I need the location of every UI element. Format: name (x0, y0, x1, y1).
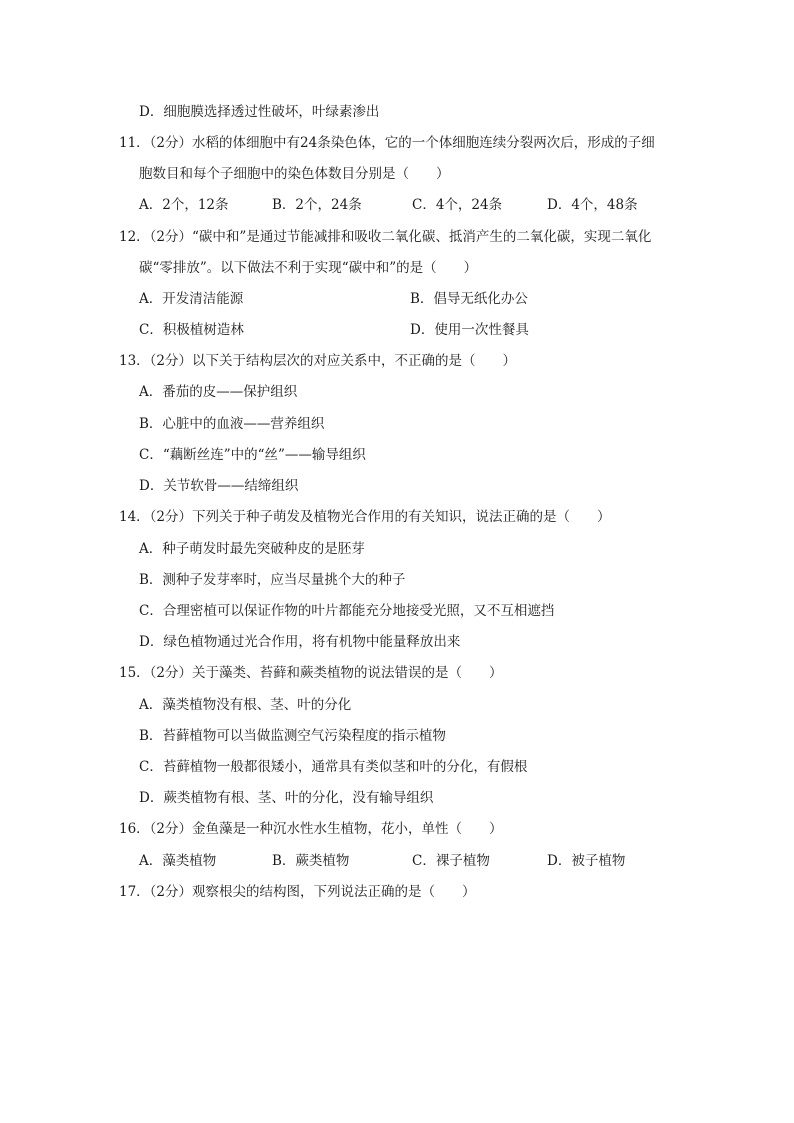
q15-option-a: A．藻类植物没有根、茎、叶的分化 (139, 697, 352, 713)
q11-stem-line2: 胞数目和每个子细胞中的染色体数目分别是（ ） (139, 166, 450, 182)
q13-option-d: D．关节软骨——结缔组织 (139, 478, 299, 494)
q14-option-c: C．合理密植可以保证作物的叶片都能充分地接受光照，又不互相遮挡 (139, 603, 555, 619)
q16-option-d: D．被子植物 (547, 853, 626, 869)
q15-stem-line1: 15．（2分）关于藻类、苔藓和蕨类植物的说法错误的是（ ） (119, 665, 503, 681)
q17-stem-line1: 17．（2分）观察根尖的结构图，下列说法正确的是（ ） (119, 884, 476, 900)
q16-option-a: A．藻类植物 (139, 853, 217, 869)
q14-stem-line1: 14．（2分）下列关于种子萌发及植物光合作用的有关知识，说法正确的是（ ） (119, 509, 611, 525)
q11-option-d: D．4个，48条 (547, 197, 638, 213)
q15-option-b: B．苔藓植物可以当做监测空气污染程度的指示植物 (139, 728, 446, 744)
q12-option-c: C．积极植树造林 (139, 322, 244, 338)
q12-option-a: A．开发清洁能源 (139, 291, 244, 307)
q14-option-a: A．种子萌发时最先突破种皮的是胚芽 (139, 541, 365, 557)
q11-option-c: C．4个，24条 (412, 197, 503, 213)
q14-option-b: B．测种子发芽率时，应当尽量挑个大的种子 (139, 572, 406, 588)
q11-option-b: B．2个，24条 (272, 197, 362, 213)
q12-stem-line2: 碳“零排放”。以下做法不利于实现“碳中和”的是（ ） (139, 260, 478, 276)
q13-stem-line1: 13．（2分）以下关于结构层次的对应关系中，不正确的是（ ） (119, 353, 517, 369)
q10-option-d: D．细胞膜选择透过性破坏，叶绿素渗出 (139, 104, 380, 120)
q15-option-d: D．蕨类植物有根、茎、叶的分化，没有输导组织 (139, 790, 434, 806)
q12-option-d: D．使用一次性餐具 (410, 322, 529, 338)
q14-option-d: D．绿色植物通过光合作用，将有机物中能量释放出来 (139, 634, 461, 650)
q16-stem-line1: 16．（2分）金鱼藻是一种沉水性水生植物，花小，单性（ ） (119, 821, 503, 837)
q11-stem-line1: 11．（2分）水稻的体细胞中有24条染色体，它的一个体细胞连续分裂两次后，形成的子细 (119, 135, 655, 151)
q12-stem-line1: 12．（2分）“碳中和”是通过节能减排和吸收二氧化碳、抵消产生的二氧化碳，实现二氧化 (119, 229, 652, 245)
q16-option-c: C．裸子植物 (412, 853, 490, 869)
q16-option-b: B．蕨类植物 (272, 853, 350, 869)
q13-option-a: A．番茄的皮——保护组织 (139, 384, 298, 400)
q12-option-b: B．倡导无纸化办公 (410, 291, 528, 307)
q11-option-a: A．2个，12条 (139, 197, 229, 213)
q15-option-c: C．苔藓植物一般都很矮小，通常具有类似茎和叶的分化，有假根 (139, 759, 528, 775)
q13-option-c: C．“藕断丝连”中的“丝”——输导组织 (139, 447, 366, 463)
q13-option-b: B．心脏中的血液——营养组织 (139, 416, 325, 432)
